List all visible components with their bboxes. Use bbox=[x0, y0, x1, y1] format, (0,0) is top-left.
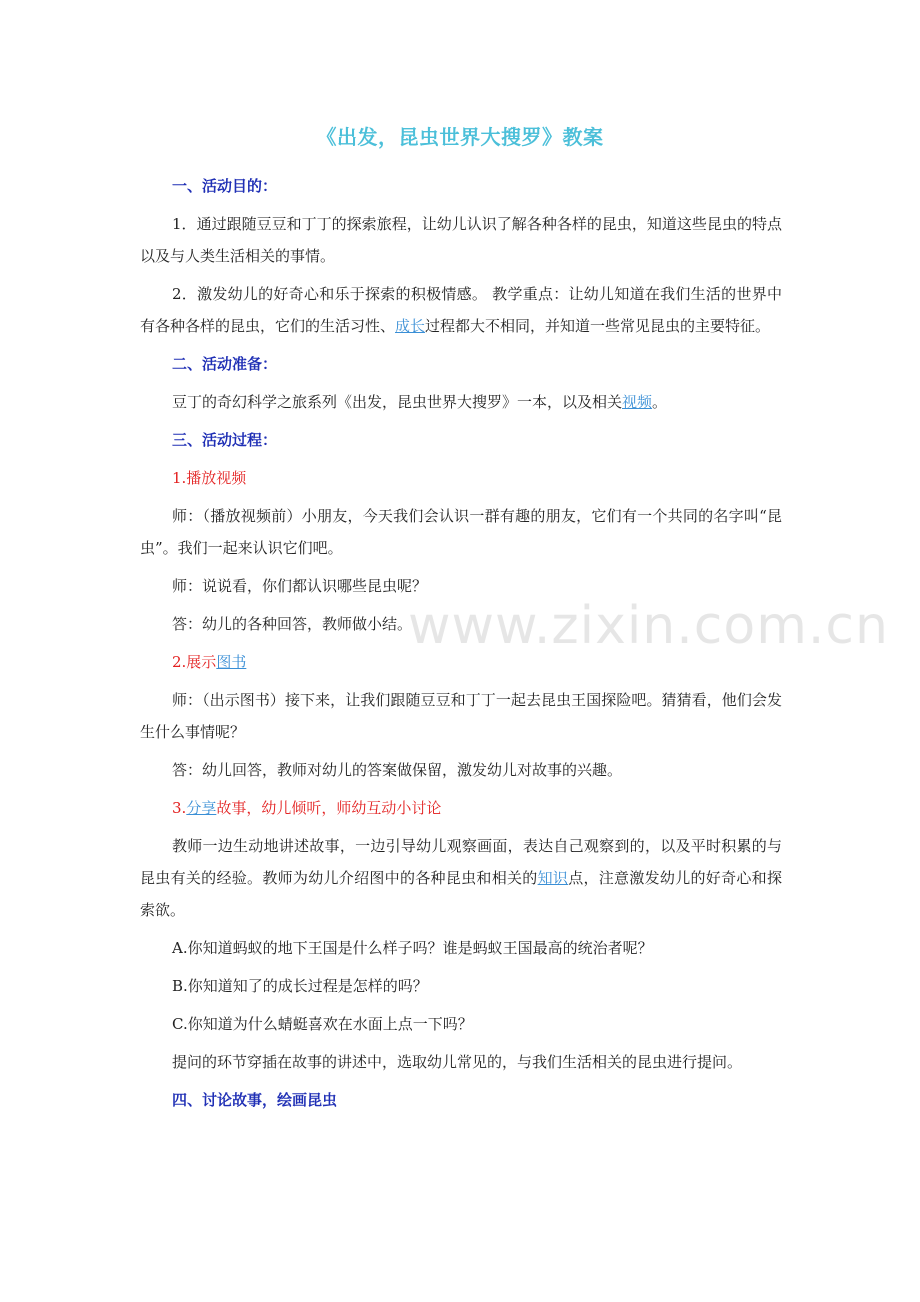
preparation-text-b: 。 bbox=[652, 393, 668, 411]
link-growth[interactable]: 成长 bbox=[395, 317, 426, 335]
objective-p2-text-b: 过程都大不相同，并知道一些常见昆虫的主要特征。 bbox=[425, 317, 771, 335]
preparation-text-a: 豆丁的奇幻科学之旅系列《出发，昆虫世界大搜罗》一本，以及相关 bbox=[172, 393, 623, 411]
step-3-note: 提问的环节穿插在故事的讲述中，选取幼儿常见的，与我们生活相关的昆虫进行提问。 bbox=[172, 1053, 743, 1071]
step-3-title-text-a: 3. bbox=[172, 799, 187, 817]
link-book[interactable]: 图书 bbox=[216, 653, 247, 671]
question-a: A.你知道蚂蚁的地下王国是什么样子吗？谁是蚂蚁王国最高的统治者呢？ bbox=[172, 939, 653, 957]
objective-paragraph-2 bbox=[140, 278, 782, 342]
section-heading-preparation: 二、活动准备： bbox=[172, 355, 278, 373]
section-heading-objectives: 一、活动目的： bbox=[172, 177, 278, 195]
step-3-title bbox=[140, 792, 782, 824]
objective-paragraph-1: 1．通过跟随豆豆和丁丁的探索旅程，让幼儿认识了解各种各样的昆虫，知道这些昆虫的特点以及与人类生活相关的事情。 bbox=[140, 215, 782, 265]
document-body bbox=[140, 170, 782, 1122]
step-3-title-text-b: 故事，幼儿倾听，师幼互动小讨论 bbox=[216, 799, 442, 817]
objective-p2-text-a: 2．激发幼儿的好奇心和乐于探索的积极情感。 教学重点：让幼儿知道在我们生活的世界中有各种各样的昆虫，它们的生活习性、 bbox=[140, 285, 782, 335]
question-c: C.你知道为什么蜻蜓喜欢在水面上点一下吗？ bbox=[172, 1015, 473, 1033]
step-1-line-3: 答：幼儿的各种回答，教师做小结。 bbox=[172, 615, 413, 633]
link-knowledge[interactable]: 知识 bbox=[537, 869, 569, 887]
step-1-title: 1.播放视频 bbox=[172, 469, 247, 487]
document-title: 《出发，昆虫世界大搜罗》教案 bbox=[316, 125, 604, 149]
step-2-line-2: 答：幼儿回答，教师对幼儿的答案做保留，激发幼儿对故事的兴趣。 bbox=[172, 761, 623, 779]
step-1-line-1: 师：（播放视频前）小朋友，今天我们会认识一群有趣的朋友，它们有一个共同的名字叫“昆虫”。我们一起来认识它们吧。 bbox=[140, 507, 782, 557]
step-3-text-a: 教师一边生动地讲述故事，一边引导幼儿观察画面，表达自己观察到的，以及平时积累的与昆虫有关的经验。教师为幼儿介绍图中的各种昆虫和相关的 bbox=[140, 837, 782, 887]
section-heading-discussion: 四、讨论故事，绘画昆虫 bbox=[172, 1091, 338, 1109]
preparation-paragraph bbox=[140, 386, 782, 418]
step-1-line-2: 师：说说看，你们都认识哪些昆虫呢？ bbox=[172, 577, 428, 595]
step-2-title bbox=[140, 646, 782, 678]
link-share[interactable]: 分享 bbox=[186, 799, 217, 817]
step-3-paragraph bbox=[140, 830, 782, 926]
step-2-title-text: 2.展示 bbox=[172, 653, 217, 671]
question-b: B.你知道知了的成长过程是怎样的吗？ bbox=[172, 977, 428, 995]
step-3-text-b: 点，注意激发幼儿的好奇心和探索欲。 bbox=[140, 869, 782, 919]
step-2-line-1: 师：（出示图书）接下来，让我们跟随豆豆和丁丁一起去昆虫王国探险吧。猜猜看，他们会发生什么事情呢？ bbox=[140, 691, 782, 741]
section-heading-process: 三、活动过程： bbox=[172, 431, 278, 449]
watermark: www.zixin.com.cn bbox=[408, 596, 889, 656]
link-video[interactable]: 视频 bbox=[622, 393, 653, 411]
